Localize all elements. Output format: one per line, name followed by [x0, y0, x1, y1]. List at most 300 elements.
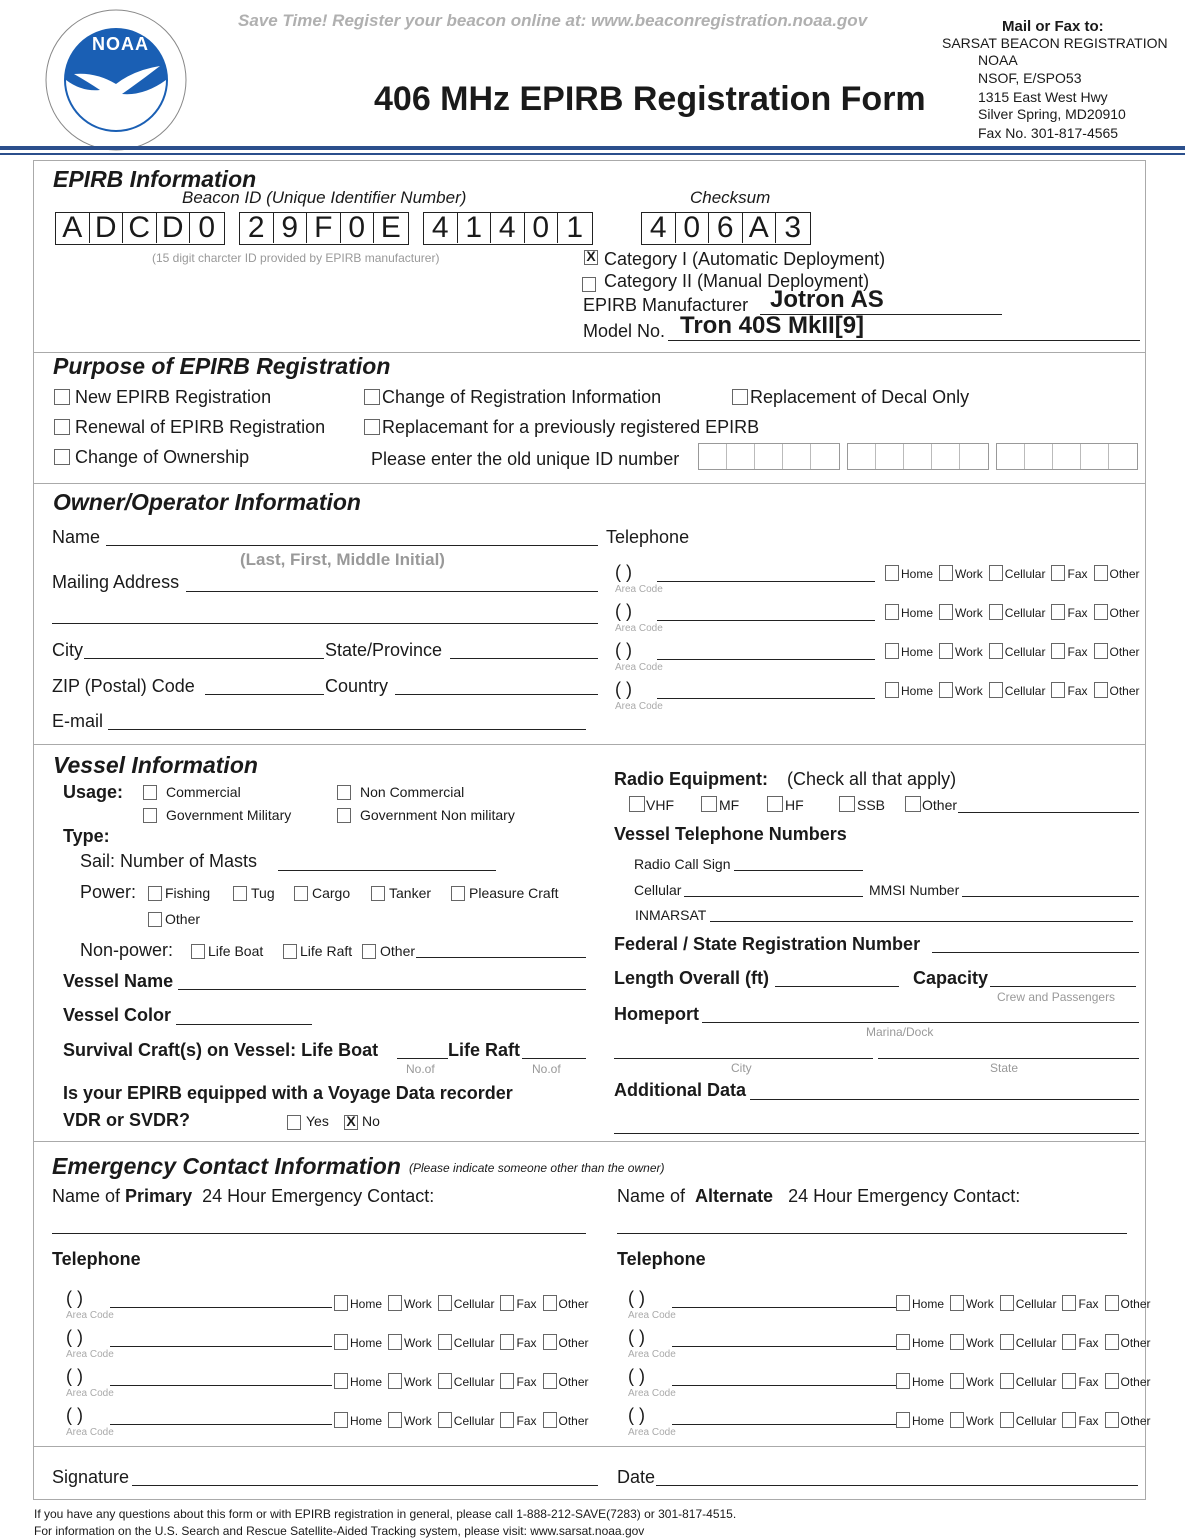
non-commercial-checkbox[interactable]: [337, 785, 351, 800]
old-id-group-1[interactable]: [698, 443, 840, 470]
phone-line[interactable]: [110, 1424, 332, 1425]
cellular-option[interactable]: Cellular: [438, 1414, 495, 1428]
mailing-line[interactable]: [186, 591, 598, 592]
home-option[interactable]: Home: [334, 1336, 382, 1350]
change-info-label: Change of Registration Information: [382, 387, 662, 407]
category-2-label: Category II (Manual Deployment): [604, 271, 870, 291]
owner-telephone-label: Telephone: [606, 527, 690, 547]
radio-label: Radio Equipment:: [614, 769, 768, 789]
no-of-hint: No.of: [406, 1062, 435, 1076]
no-of-hint: No.of: [532, 1062, 561, 1076]
crew-hint: Crew and Passengers: [997, 990, 1116, 1004]
cellular-option[interactable]: Cellular: [1000, 1336, 1057, 1350]
home-option[interactable]: Home: [885, 606, 933, 620]
fishing-checkbox[interactable]: [148, 886, 162, 901]
work-option[interactable]: Work: [939, 567, 983, 581]
homeport-state-line[interactable]: [878, 1058, 1139, 1059]
phone-line[interactable]: [672, 1307, 896, 1308]
checksum-char: 0: [676, 213, 710, 243]
paren: ( ): [66, 1327, 83, 1347]
home-option[interactable]: Home: [896, 1375, 944, 1389]
liferaft-checkbox[interactable]: [283, 944, 297, 959]
paren: ( ): [66, 1366, 83, 1386]
section-owner-title: Owner/Operator Information: [53, 489, 361, 515]
id-char: 1: [458, 213, 492, 243]
beacon-id-group-2: [239, 212, 409, 245]
fax-option[interactable]: Fax: [1051, 606, 1087, 620]
vessel-name-line[interactable]: [178, 989, 586, 990]
radio-other-label: Other: [922, 797, 958, 813]
power-other-checkbox[interactable]: [148, 912, 162, 927]
owner-name-hint: (Last, First, Middle Initial): [240, 550, 445, 569]
logo-text: NOAA: [92, 34, 149, 54]
paren: ( ): [628, 1327, 645, 1347]
lifeboat-label: Life Boat: [208, 943, 264, 959]
radio-other-checkbox[interactable]: [905, 796, 921, 812]
vessel-cellular-line[interactable]: [684, 896, 863, 897]
other-option[interactable]: Other: [1094, 606, 1140, 620]
mail-line: Silver Spring, MD20910: [978, 106, 1126, 122]
home-option[interactable]: Home: [885, 645, 933, 659]
length-line[interactable]: [775, 986, 899, 987]
mail-line: 1315 East West Hwy: [978, 89, 1108, 105]
vhf-label: VHF: [646, 797, 674, 813]
cellular-option[interactable]: Cellular: [989, 684, 1046, 698]
vessel-name-label: Vessel Name: [63, 971, 174, 991]
fax-option[interactable]: Fax: [1062, 1336, 1098, 1350]
area-code-hint: Area Code: [615, 701, 663, 712]
phone-type-options: [885, 684, 1146, 698]
homeport-city-line[interactable]: [614, 1058, 873, 1059]
mail-line: NOAA: [978, 52, 1018, 68]
signature-line[interactable]: [132, 1485, 598, 1486]
section-vessel-title: Vessel Information: [53, 752, 258, 778]
phone-type-options: [334, 1336, 595, 1350]
home-option[interactable]: Home: [334, 1297, 382, 1311]
fax-option[interactable]: Fax: [1062, 1414, 1098, 1428]
header-rule-thin: [0, 153, 1185, 155]
vdr-no-label: No: [362, 1113, 380, 1129]
area-code-hint: Area Code: [66, 1427, 114, 1438]
other-option[interactable]: Other: [1105, 1414, 1151, 1428]
alternate-telephone-label: Telephone: [617, 1249, 706, 1269]
power-other-label: Other: [165, 911, 201, 927]
hf-label: HF: [785, 797, 804, 813]
cellular-option[interactable]: Cellular: [989, 606, 1046, 620]
callsign-label: Radio Call Sign: [634, 856, 731, 872]
fax-option[interactable]: Fax: [500, 1414, 536, 1428]
decal-checkbox[interactable]: [732, 389, 748, 405]
footer-note-2: For information on the U.S. Search and Rescue Satellite-Aided Tracking system, please visit: www.sarsat.noaa.gov: [34, 1524, 645, 1538]
phone-line[interactable]: [657, 620, 875, 621]
old-id-label: Please enter the old unique ID number: [371, 449, 680, 469]
vhf-checkbox[interactable]: [629, 796, 645, 812]
primary-phone-row[interactable]: [66, 1327, 606, 1363]
renewal-checkbox[interactable]: [54, 419, 70, 435]
tanker-checkbox[interactable]: [371, 886, 385, 901]
owner-name-line[interactable]: [106, 545, 598, 546]
ownership-checkbox[interactable]: [54, 449, 70, 465]
vdr-question: Is your EPIRB equipped with a Voyage Data recorder: [63, 1083, 513, 1103]
paren: ( ): [66, 1405, 83, 1425]
other-option[interactable]: Other: [1105, 1336, 1151, 1350]
phone-line[interactable]: [110, 1346, 332, 1347]
survival-raft-label: Life Raft: [448, 1040, 520, 1060]
phone-type-options: [896, 1297, 1157, 1311]
owner-phone-row[interactable]: [615, 562, 1155, 598]
other-option[interactable]: Other: [543, 1414, 589, 1428]
category-1-label: Category I (Automatic Deployment): [604, 249, 886, 269]
gov-military-checkbox[interactable]: [143, 808, 157, 823]
change-info-checkbox[interactable]: [364, 389, 380, 405]
vdr-yes-label: Yes: [306, 1113, 329, 1129]
fax-option[interactable]: Fax: [1051, 645, 1087, 659]
cellular-option[interactable]: Cellular: [1000, 1375, 1057, 1389]
inmarsat-line[interactable]: [710, 921, 1133, 922]
area-code-hint: Area Code: [615, 662, 663, 673]
mailing-label: Mailing Address: [52, 572, 180, 592]
primary-contact-line[interactable]: [52, 1233, 586, 1234]
mf-checkbox[interactable]: [701, 796, 717, 812]
cellular-option[interactable]: Cellular: [989, 567, 1046, 581]
alternate-contact-label: Name of Alternate 24 Hour Emergency Contact:: [617, 1186, 1021, 1206]
phone-line[interactable]: [110, 1385, 332, 1386]
other-option[interactable]: Other: [543, 1297, 589, 1311]
alternate-phone-row[interactable]: [628, 1327, 1168, 1363]
sail-line[interactable]: [278, 870, 496, 871]
home-option[interactable]: Home: [896, 1336, 944, 1350]
country-label: Country: [325, 676, 389, 696]
work-option[interactable]: Work: [939, 645, 983, 659]
paren: ( ): [628, 1405, 645, 1425]
survival-boat-line[interactable]: [397, 1058, 448, 1059]
homeport-label: Homeport: [614, 1004, 699, 1024]
phone-line[interactable]: [657, 581, 875, 582]
vessel-color-label: Vessel Color: [63, 1005, 172, 1025]
cargo-checkbox[interactable]: [294, 886, 308, 901]
phone-line[interactable]: [110, 1307, 332, 1308]
cellular-option[interactable]: Cellular: [1000, 1297, 1057, 1311]
alternate-contact-line[interactable]: [617, 1233, 1127, 1234]
pleasure-checkbox[interactable]: [451, 886, 465, 901]
vdr-no-checkbox[interactable]: [344, 1115, 358, 1130]
phone-type-options: [885, 567, 1146, 581]
cellular-option[interactable]: Cellular: [438, 1375, 495, 1389]
type-label: Type:: [63, 826, 110, 846]
checksum-char: A: [743, 213, 777, 243]
owner-name-label: Name: [52, 527, 101, 547]
area-code-hint: Area Code: [66, 1310, 114, 1321]
nonpower-label: Non-power:: [80, 940, 174, 960]
marina-hint: Marina/Dock: [866, 1025, 934, 1039]
fax-option[interactable]: Fax: [1062, 1375, 1098, 1389]
work-option[interactable]: Work: [388, 1414, 432, 1428]
area-code-hint: Area Code: [628, 1310, 676, 1321]
work-option[interactable]: Work: [388, 1375, 432, 1389]
checksum-char: 6: [709, 213, 743, 243]
area-code-hint: Area Code: [628, 1349, 676, 1360]
paren: ( ): [628, 1288, 645, 1308]
zip-label: ZIP (Postal) Code: [52, 676, 195, 696]
divider: [33, 1446, 1146, 1447]
pleasure-label: Pleasure Craft: [469, 885, 559, 901]
work-option[interactable]: Work: [950, 1414, 994, 1428]
model-value[interactable]: Tron 40S MkII[9]: [680, 312, 865, 339]
work-option[interactable]: Work: [950, 1336, 994, 1350]
vdr-no-mark: X: [346, 1113, 356, 1129]
phone-line[interactable]: [672, 1424, 896, 1425]
phone-type-options: [896, 1375, 1157, 1389]
home-option[interactable]: Home: [896, 1414, 944, 1428]
home-option[interactable]: Home: [885, 684, 933, 698]
mail-line: NSOF, E/SPO53: [978, 70, 1082, 86]
owner-phone-row[interactable]: [615, 640, 1155, 676]
manufacturer-value[interactable]: Jotron AS: [770, 286, 884, 313]
tug-checkbox[interactable]: [233, 886, 247, 901]
vessel-tel-label: Vessel Telephone Numbers: [614, 824, 847, 844]
noaa-logo: [44, 8, 188, 152]
banner: Save Time! Register your beacon online at: www.beaconregistration.noaa.gov: [238, 11, 868, 30]
paren: ( ): [615, 679, 632, 699]
work-option[interactable]: Work: [939, 684, 983, 698]
id-char: E: [380, 211, 401, 244]
homeport-line[interactable]: [702, 1022, 1139, 1023]
section-emergency-title: Emergency Contact Information: [52, 1153, 401, 1179]
work-option[interactable]: Work: [388, 1297, 432, 1311]
phone-type-options: [334, 1414, 595, 1428]
id-char: 4: [491, 213, 525, 243]
primary-telephone-label: Telephone: [52, 1249, 141, 1269]
other-option[interactable]: Other: [1105, 1297, 1151, 1311]
mail-org: SARSAT BEACON REGISTRATION: [942, 35, 1168, 51]
city-label: City: [52, 640, 83, 660]
checksum-char: 3: [784, 211, 802, 244]
sail-label: Sail: Number of Masts: [80, 851, 258, 871]
area-code-hint: Area Code: [66, 1388, 114, 1399]
work-option[interactable]: Work: [939, 606, 983, 620]
signature-label: Signature: [52, 1467, 130, 1487]
category-1-checkbox[interactable]: [584, 250, 598, 265]
model-label: Model No.: [583, 321, 666, 341]
owner-phone-row[interactable]: [615, 679, 1155, 715]
tanker-label: Tanker: [389, 885, 432, 901]
area-code-hint: Area Code: [628, 1427, 676, 1438]
cellular-option[interactable]: Cellular: [438, 1297, 495, 1311]
paren: ( ): [615, 601, 632, 621]
state-label: State/Province: [325, 640, 443, 660]
replacement-checkbox[interactable]: [364, 419, 380, 435]
phone-type-options: [885, 606, 1146, 620]
non-commercial-label: Non Commercial: [360, 784, 465, 800]
vdr-yes-checkbox[interactable]: [287, 1115, 301, 1130]
divider: [33, 744, 1146, 745]
id-char: 0: [198, 211, 216, 244]
old-id-group-2[interactable]: [847, 443, 989, 470]
mmsi-line[interactable]: [962, 896, 1139, 897]
capacity-line[interactable]: [990, 986, 1136, 987]
area-code-hint: Area Code: [615, 623, 663, 634]
additional-line-2[interactable]: [614, 1133, 1139, 1134]
home-option[interactable]: Home: [334, 1414, 382, 1428]
new-registration-checkbox[interactable]: [54, 389, 70, 405]
callsign-line[interactable]: [734, 870, 863, 871]
category-1-mark: X: [586, 248, 596, 264]
additional-line[interactable]: [750, 1099, 1139, 1100]
id-char: D: [157, 213, 191, 243]
emergency-note: (Please indicate someone other than the owner): [409, 1161, 665, 1175]
new-registration-label: New EPIRB Registration: [75, 387, 272, 407]
capacity-label: Capacity: [913, 968, 989, 988]
fax-option[interactable]: Fax: [500, 1297, 536, 1311]
other-option[interactable]: Other: [1094, 567, 1140, 581]
cargo-label: Cargo: [312, 885, 351, 901]
fax-option[interactable]: Fax: [500, 1375, 536, 1389]
phone-type-options: [896, 1336, 1157, 1350]
state-line[interactable]: [450, 658, 598, 659]
liferaft-label: Life Raft: [300, 943, 353, 959]
page-title: 406 MHz EPIRB Registration Form: [374, 80, 926, 118]
section-epirb-title: EPIRB Information: [53, 166, 257, 192]
gov-military-label: Government Military: [166, 807, 292, 823]
decal-label: Replacement of Decal Only: [750, 387, 970, 407]
vessel-cellular-label: Cellular: [634, 882, 682, 898]
radio-other-line[interactable]: [958, 812, 1139, 813]
fed-label: Federal / State Registration Number: [614, 934, 921, 954]
alternate-phone-row[interactable]: [628, 1366, 1168, 1402]
id-char: 1: [566, 211, 584, 244]
work-option[interactable]: Work: [388, 1336, 432, 1350]
work-option[interactable]: Work: [950, 1375, 994, 1389]
email-label: E-mail: [52, 711, 104, 731]
id-char: 0: [525, 213, 559, 243]
mail-heading: Mail or Fax to:: [1002, 18, 1104, 35]
id-char: A: [56, 213, 90, 243]
zip-line[interactable]: [205, 694, 324, 695]
id-char: C: [123, 213, 157, 243]
paren: ( ): [628, 1366, 645, 1386]
paren: ( ): [66, 1288, 83, 1308]
ownership-label: Change of Ownership: [75, 447, 250, 467]
phone-type-options: [334, 1375, 595, 1389]
survival-raft-line[interactable]: [522, 1058, 586, 1059]
id-char: F: [307, 213, 341, 243]
nonpower-other-label: Other: [380, 943, 416, 959]
home-option[interactable]: Home: [334, 1375, 382, 1389]
other-option[interactable]: Other: [1094, 645, 1140, 659]
mf-label: MF: [719, 797, 740, 813]
noaa-logo-icon: [44, 8, 188, 152]
nonpower-other-checkbox[interactable]: [362, 944, 376, 959]
beacon-id-group-1: [55, 212, 225, 245]
beacon-id-hint: (15 digit charcter ID provided by EPIRB manufacturer): [152, 251, 440, 265]
ssb-checkbox[interactable]: [839, 796, 855, 812]
paren: ( ): [615, 562, 632, 582]
phone-type-options: [896, 1414, 1157, 1428]
nonpower-other-line[interactable]: [416, 957, 586, 958]
fax-option[interactable]: Fax: [500, 1336, 536, 1350]
primary-phone-row[interactable]: [66, 1405, 606, 1441]
lifeboat-checkbox[interactable]: [191, 944, 205, 959]
phone-line[interactable]: [672, 1346, 896, 1347]
mmsi-label: MMSI Number: [869, 882, 960, 898]
cellular-option[interactable]: Cellular: [438, 1336, 495, 1350]
area-code-hint: Area Code: [628, 1388, 676, 1399]
section-purpose-title: Purpose of EPIRB Registration: [53, 353, 391, 379]
state-hint: State: [990, 1061, 1019, 1075]
phone-line[interactable]: [672, 1385, 896, 1386]
mail-line: Fax No. 301-817-4565: [978, 125, 1119, 141]
gov-non-military-checkbox[interactable]: [337, 808, 351, 823]
home-option[interactable]: Home: [896, 1297, 944, 1311]
tug-label: Tug: [251, 885, 275, 901]
email-line[interactable]: [108, 729, 586, 730]
checksum-label: Checksum: [690, 188, 771, 207]
checksum-box: [641, 212, 811, 245]
cellular-option[interactable]: Cellular: [1000, 1414, 1057, 1428]
manufacturer-label: EPIRB Manufacturer: [583, 295, 749, 315]
header-rule: [0, 146, 1185, 150]
length-label: Length Overall (ft): [614, 968, 770, 988]
fax-option[interactable]: Fax: [1051, 684, 1087, 698]
owner-phone-row[interactable]: [615, 601, 1155, 637]
fax-option[interactable]: Fax: [1062, 1297, 1098, 1311]
other-option[interactable]: Other: [543, 1336, 589, 1350]
phone-line[interactable]: [657, 698, 875, 699]
paren: ( ): [615, 640, 632, 660]
area-code-hint: Area Code: [615, 584, 663, 595]
usage-label: Usage:: [63, 782, 124, 802]
category-2-checkbox[interactable]: [582, 277, 596, 292]
other-option[interactable]: Other: [543, 1375, 589, 1389]
cellular-option[interactable]: Cellular: [989, 645, 1046, 659]
id-char: 4: [424, 213, 458, 243]
vessel-color-line[interactable]: [176, 1024, 312, 1025]
primary-phone-row[interactable]: [66, 1366, 606, 1402]
renewal-label: Renewal of EPIRB Registration: [75, 417, 326, 437]
mailing-line-2[interactable]: [52, 623, 598, 624]
fax-option[interactable]: Fax: [1051, 567, 1087, 581]
divider: [33, 483, 1146, 484]
other-option[interactable]: Other: [1094, 684, 1140, 698]
phone-type-options: [334, 1297, 595, 1311]
primary-phone-row[interactable]: [66, 1288, 606, 1324]
country-line[interactable]: [395, 694, 598, 695]
radio-hint: (Check all that apply): [787, 769, 957, 789]
date-label: Date: [617, 1467, 656, 1487]
date-line[interactable]: [656, 1485, 1138, 1486]
commercial-checkbox[interactable]: [143, 785, 157, 800]
inmarsat-label: INMARSAT: [635, 907, 707, 923]
work-option[interactable]: Work: [950, 1297, 994, 1311]
id-char: 0: [341, 213, 375, 243]
alternate-phone-row[interactable]: [628, 1405, 1168, 1441]
hf-checkbox[interactable]: [767, 796, 783, 812]
city-line[interactable]: [84, 658, 324, 659]
phone-line[interactable]: [657, 659, 875, 660]
vdr-question-2: VDR or SVDR?: [63, 1110, 191, 1130]
old-id-group-3[interactable]: [996, 443, 1138, 470]
home-option[interactable]: Home: [885, 567, 933, 581]
fed-line[interactable]: [932, 952, 1139, 953]
other-option[interactable]: Other: [1105, 1375, 1151, 1389]
alternate-phone-row[interactable]: [628, 1288, 1168, 1324]
city-hint: City: [731, 1061, 752, 1075]
ssb-label: SSB: [857, 797, 886, 813]
survival-label: Survival Craft(s) on Vessel: Life Boat: [63, 1040, 379, 1060]
area-code-hint: Area Code: [66, 1349, 114, 1360]
id-char: 9: [274, 213, 308, 243]
beacon-id-group-3: [423, 212, 593, 245]
